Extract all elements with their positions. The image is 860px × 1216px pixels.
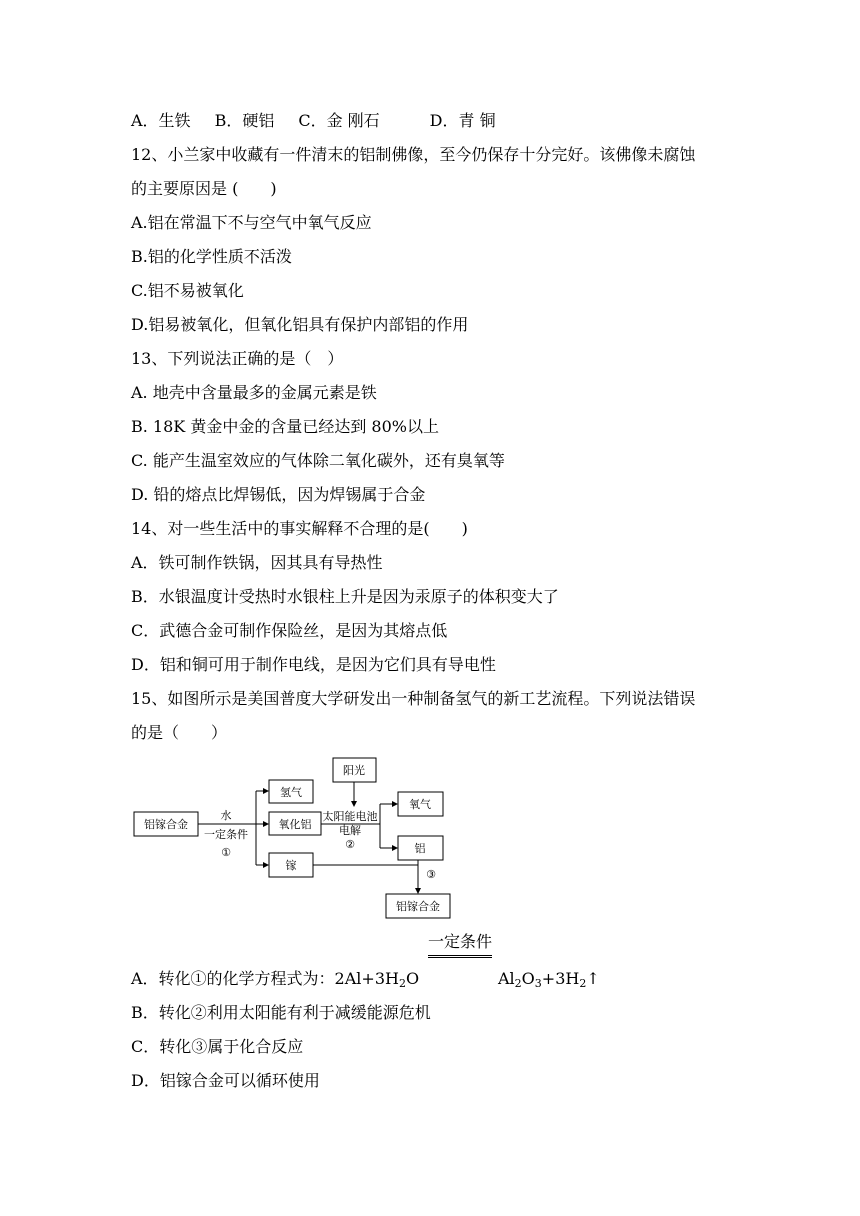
label-gallium: 镓: [285, 859, 297, 872]
q15-stem-line2: 的是（ ）: [131, 723, 228, 742]
label-hydrogen: 氢气: [280, 786, 302, 799]
label-alumina: 氧化铝: [278, 818, 312, 831]
q15-option-d: D．铝镓合金可以循环使用: [131, 1071, 320, 1090]
q12-option-b: B.铝的化学性质不活泼: [131, 247, 292, 266]
q15-option-c: C．转化③属于化合反应: [131, 1037, 304, 1056]
label-solar-cell: 太阳能电池: [322, 810, 378, 823]
process-flow-diagram: [128, 752, 458, 922]
option-a: A．生铁: [131, 111, 191, 130]
product-sub-2: 3: [534, 977, 542, 990]
q13-option-d: D. 铅的熔点比焊锡低，因为焊锡属于合金: [131, 485, 426, 504]
q12-stem-line1: 12、小兰家中收藏有一件清末的铝制佛像，至今仍保存十分完好。该佛像未腐蚀: [131, 145, 696, 164]
q15-option-a-products: [498, 969, 600, 989]
label-step3: ③: [426, 868, 436, 881]
q11-options-row: [131, 111, 496, 131]
q13-stem: 13、下列说法正确的是（ ）: [131, 349, 344, 368]
q12-option-a: A.铝在常温下不与空气中氧气反应: [131, 213, 372, 232]
q13-option-a: A. 地壳中含量最多的金属元素是铁: [131, 383, 377, 402]
option-d: D．青 铜: [429, 111, 496, 130]
product-sub-3: 2: [579, 977, 587, 990]
label-sunlight: 阳光: [343, 764, 365, 777]
product-o: O: [521, 969, 535, 988]
q15-option-a-mid: O: [405, 969, 420, 988]
q14-option-c: C．武德合金可制作保险丝，是因为其熔点低: [131, 621, 448, 640]
label-oxygen: 氧气: [409, 798, 431, 811]
q14-option-a: A．铁可制作铁锅，因其具有导热性: [131, 553, 383, 572]
q12-option-d: D.铝易被氧化，但氧化铝具有保护内部铝的作用: [131, 315, 469, 334]
gas-arrow: ↑: [586, 969, 600, 988]
q13-option-b: B. 18K 黄金中金的含量已经达到 80%以上: [131, 417, 439, 436]
q13-option-c: C. 能产生温室效应的气体除二氧化碳外，还有臭氧等: [131, 451, 505, 470]
q15-stem-line1: 15、如图所示是美国普度大学研发出一种制备氢气的新工艺流程。下列说法错误: [131, 689, 696, 708]
product-h: +3H: [541, 969, 580, 988]
q15-option-a: [131, 969, 419, 989]
q12-stem-line2: 的主要原因是 ( ): [131, 179, 277, 198]
product-al: Al: [498, 969, 515, 988]
sub-2: 2: [398, 977, 406, 990]
q14-option-d: D．铝和铜可用于制作电线，是因为它们具有导电性: [131, 655, 496, 674]
label-alloy-start: 铝镓合金: [144, 818, 188, 831]
label-step1: ①: [221, 846, 231, 859]
q14-stem: 14、对一些生活中的事实解释不合理的是( ): [131, 519, 468, 538]
option-b: B．硬铝: [214, 111, 275, 130]
q14-option-b: B．水银温度计受热时水银柱上升是因为汞原子的体积变大了: [131, 587, 559, 606]
label-step2: ②: [345, 838, 355, 851]
label-electrolysis: 电解: [339, 824, 361, 837]
option-c: C．金 刚石: [298, 111, 380, 130]
q15-option-b: B．转化②利用太阳能有利于减缓能源危机: [131, 1003, 431, 1022]
q15-option-a-prefix: A．转化①的化学方程式为：2Al+3H: [131, 969, 399, 988]
equation-condition: 一定条件: [428, 932, 492, 958]
label-alloy-end: 铝镓合金: [396, 900, 440, 913]
label-water: 水: [220, 809, 232, 822]
label-aluminum: 铝: [414, 842, 426, 855]
label-condition: 一定条件: [204, 828, 248, 841]
product-sub-1: 2: [514, 977, 522, 990]
q12-option-c: C.铝不易被氧化: [131, 281, 244, 300]
